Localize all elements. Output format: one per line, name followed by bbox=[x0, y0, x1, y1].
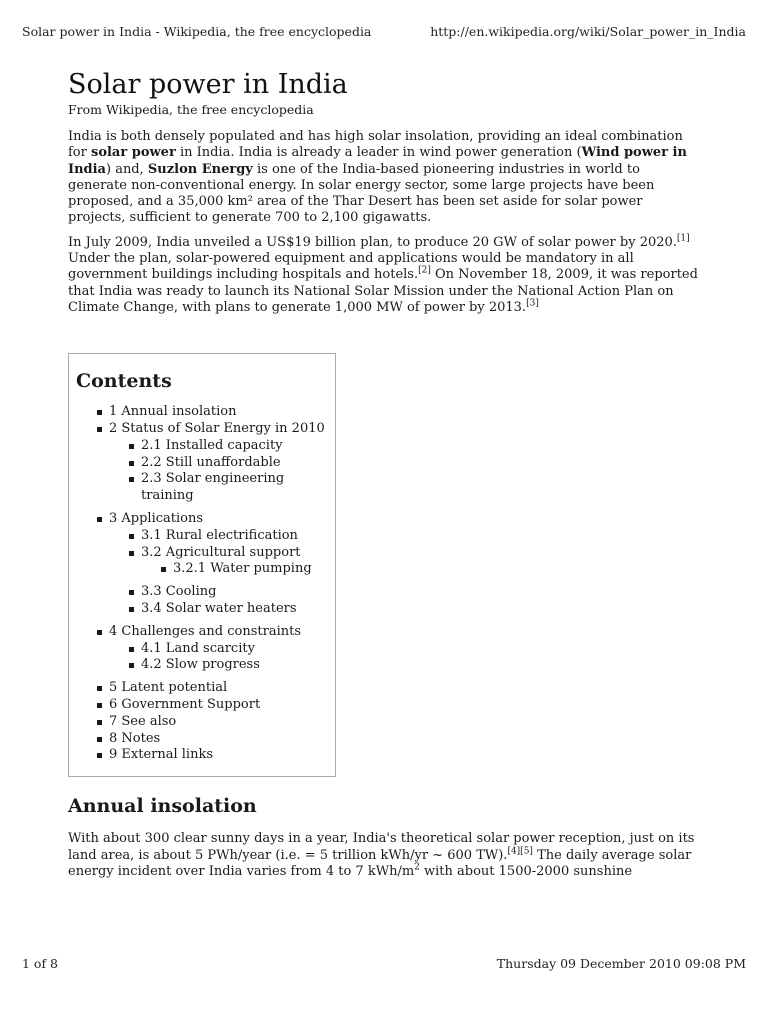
bullet-icon bbox=[129, 663, 134, 668]
toc-item[interactable]: 3.2 Agricultural support bbox=[76, 545, 335, 562]
bullet-icon bbox=[129, 534, 134, 539]
toc-item[interactable]: 2.3 Solar engineering training bbox=[76, 471, 335, 505]
toc-item[interactable]: 2.2 Still unaffordable bbox=[76, 455, 335, 472]
citation-3[interactable]: [3] bbox=[526, 298, 539, 309]
section-paragraph: With about 300 clear sunny days in a year, India's theoretical solar power reception, just on its land area, is about 5 PWh/year (i.e. = 5 trillion kWh/yr ~ 600 TW).[4][5] The daily average solar energy incident over India varies from 4 to 7 kWh/$m^2$ with about 1500-2000 sunshine bbox=[68, 831, 695, 879]
bullet-icon bbox=[97, 703, 102, 708]
bullet-icon bbox=[97, 410, 102, 415]
toc-item[interactable]: 5 Latent potential bbox=[76, 680, 335, 697]
bullet-icon bbox=[97, 630, 102, 635]
bullet-icon bbox=[129, 444, 134, 449]
toc-item[interactable]: 3.3 Cooling bbox=[76, 584, 335, 601]
superscript-2: 2 bbox=[414, 862, 420, 873]
bullet-icon bbox=[129, 477, 134, 482]
toc-item[interactable]: 3.2.1 Water pumping bbox=[76, 561, 335, 578]
wind-power-link[interactable]: Wind power in India bbox=[68, 145, 687, 177]
toc-item[interactable]: 6 Government Support bbox=[76, 697, 335, 714]
toc-item[interactable]: 4.1 Land scarcity bbox=[76, 641, 335, 658]
article-content bbox=[68, 68, 698, 888]
citation-1[interactable]: [1] bbox=[676, 233, 690, 244]
article-title: Solar power in India bbox=[68, 69, 348, 100]
bullet-icon bbox=[129, 590, 134, 595]
solar-power-link[interactable]: solar power bbox=[91, 145, 176, 161]
page-number: 1 of 8 bbox=[22, 956, 59, 971]
toc-item[interactable]: 3 Applications bbox=[76, 511, 335, 528]
toc-item[interactable]: 2 Status of Solar Energy in 2010 bbox=[76, 421, 335, 438]
page-url: http://en.wikipedia.org/wiki/Solar_power_in_India bbox=[430, 24, 746, 39]
page-title-header: Solar power in India - Wikipedia, the free encyclopedia bbox=[22, 24, 372, 39]
toc-list bbox=[76, 404, 335, 764]
print-datetime: Thursday 09 December 2010 09:08 PM bbox=[496, 956, 746, 971]
toc-item[interactable]: 9 External links bbox=[76, 747, 335, 764]
citation-2[interactable]: [2] bbox=[418, 266, 431, 277]
toc-item[interactable]: 1 Annual insolation bbox=[76, 404, 335, 421]
toc-item[interactable]: 8 Notes bbox=[76, 731, 335, 748]
toc-item[interactable]: 3.4 Solar water heaters bbox=[76, 601, 335, 618]
bullet-icon bbox=[97, 517, 102, 522]
toc-item[interactable]: 7 See also bbox=[76, 714, 335, 731]
bullet-icon bbox=[97, 737, 102, 742]
bullet-icon bbox=[129, 551, 134, 556]
bullet-icon bbox=[97, 720, 102, 725]
bullet-icon bbox=[161, 567, 166, 572]
section-heading-annual-insolation: Annual insolation bbox=[68, 795, 257, 818]
toc-item[interactable]: 2.1 Installed capacity bbox=[76, 438, 335, 455]
bullet-icon bbox=[97, 686, 102, 691]
bullet-icon bbox=[129, 461, 134, 466]
intro-paragraph-1: India is both densely populated and has high solar insolation, providing an ideal combination for solar power in India. India is already a leader in wind power generation (Wind power in India) and, Suzlon Energy is one of the India-based pioneering industries in world to generate non-conventional energy. In solar energy sector, some large projects have been proposed, and a 35,000 km² area of the Thar Desert has been set aside for solar power projects, sufficient to generate 700 to 2,100 gigawatts. bbox=[68, 129, 687, 226]
toc-title: Contents bbox=[76, 370, 172, 393]
citation-4-5[interactable]: [4][5] bbox=[507, 846, 533, 857]
suzlon-energy-link[interactable]: Suzlon Energy bbox=[147, 161, 253, 177]
toc-item[interactable]: 4.2 Slow progress bbox=[76, 657, 335, 674]
intro-paragraph-2: In July 2009, India unveiled a US$19 billion plan, to produce 20 GW of solar power by 2020.[1] Under the plan, solar-powered equipment and applications would be mandatory in all government buildings including hospitals and hotels.[2] On November 18, 2009, it was reported that India was ready to launch its National Solar Mission under the National Action Plan on Climate Change, with plans to generate 1,000 MW of power by 2013.[3] bbox=[68, 233, 698, 315]
bullet-icon bbox=[129, 607, 134, 612]
article-tagline: From Wikipedia, the free encyclopedia bbox=[68, 102, 314, 117]
bullet-icon bbox=[97, 427, 102, 432]
toc-item[interactable]: 3.1 Rural electrification bbox=[76, 528, 335, 545]
table-of-contents bbox=[68, 353, 336, 777]
toc-item[interactable]: 4 Challenges and constraints bbox=[76, 624, 335, 641]
bullet-icon bbox=[129, 647, 134, 652]
bullet-icon bbox=[97, 753, 102, 758]
